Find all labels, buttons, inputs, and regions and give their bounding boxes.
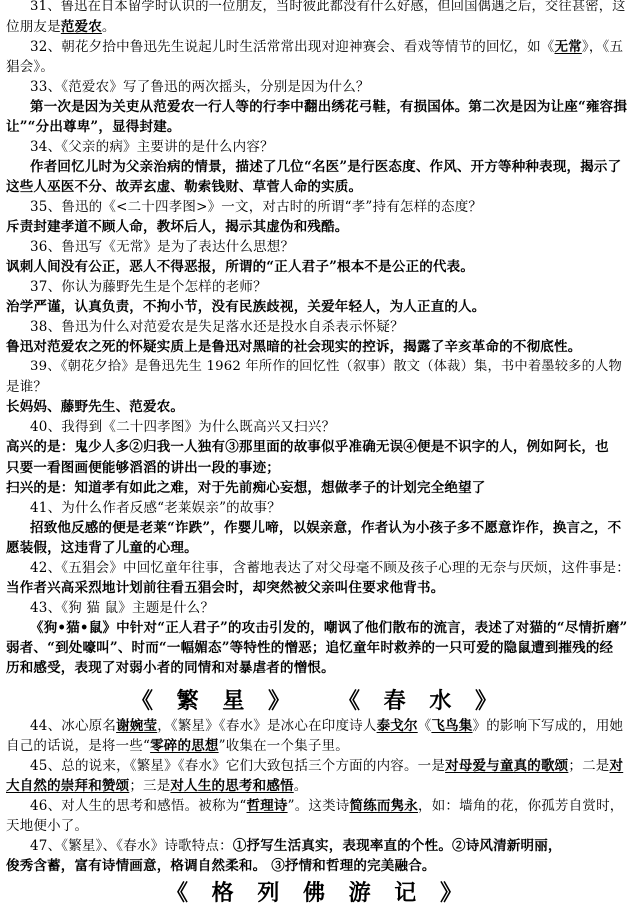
q40-answer-line-1: 高兴的是：鬼少人多②归我一人独有③那里面的故事似乎准确无误④便是不识字的人，例如阿长，也	[6, 439, 609, 456]
answer-life-reflection: 对人生的思考和感悟	[170, 777, 294, 794]
q37-answer: 治学严谨，认真负责，不拘小节，没有民族歧视，关爱年轻人，为人正直的人。	[6, 299, 486, 316]
q34-question: 34、《父亲的病》主要讲的是什么内容？	[30, 139, 274, 156]
q31-line-2: 位朋友是范爱农。	[6, 19, 116, 36]
q35-answer: 斥责封建孝道不顾人命，教坏后人，揭示其虚伪和残酷。	[6, 219, 349, 236]
q40-answer-line-2: 只要一看图画便能够滔滔的讲出一段的事迹；	[6, 459, 280, 476]
q39-question-line-2: 是谁？	[6, 379, 48, 396]
q36-answer: 讽刺人间没有公正，恶人不得恶报，所谓的“正人君子”根本不是公正的代表。	[6, 259, 475, 276]
q47-line-1: 47、《繁星》、《春水》诗歌特点：①抒写生活真实，表现率直的个性。②诗风清新明丽，	[30, 837, 562, 854]
answer-nature-worship: 大自然的崇拜和赞颂	[6, 777, 130, 794]
answer-concise: 简练而隽永	[349, 797, 418, 814]
answer-stray-birds: 飞鸟集	[431, 717, 473, 734]
answer-tagore: 泰戈尔	[376, 717, 418, 734]
q36-question: 36、鲁迅写《无常》是为了表达什么思想？	[30, 239, 295, 256]
q31-line-1: 31、鲁迅在日本留学时认识的一位朋友，当时彼此都没有什么好感，但回国偶遇之后，交往甚密，这	[30, 0, 626, 15]
q43-question: 43、《狗 猫 鼠》主题是什么？	[30, 599, 215, 616]
q44-line-2: 自己的话说，是将一些“零碎的思想”收集在一个集子里。	[6, 737, 350, 754]
q40-question: 40、我得到《二十四孝图》为什么既高兴又扫兴？	[30, 419, 336, 436]
q41-question: 41、为什么作者反感“老莱娱亲”的故事？	[30, 499, 281, 516]
answer-xie-wanying: 谢婉莹	[116, 717, 158, 734]
q39-question-line-1: 39、《朝花夕拾》是鲁迅先生 1962 年所作的回忆性（叙事）散文（体裁）集，书中着墨较多的人物	[30, 359, 622, 375]
q34-answer-line-1: 作者回忆儿时为父亲治病的情景，描述了几位“名医”是行医态度、作风、开方等种种表现，揭示了	[30, 159, 622, 176]
q37-question: 37、你认为藤野先生是个怎样的老师？	[30, 279, 267, 296]
answer-fragmented-thoughts: 零碎的思想	[150, 737, 219, 754]
q32-line-1: 32、朝花夕拾中鲁迅先生说起儿时生活常常出现对迎神赛会、看戏等情节的回忆，如《无常》，《五	[30, 39, 624, 56]
q43-answer-line-3: 历和感受，表现了对弱小者的同情和对暴虐者的憎恨。	[6, 659, 335, 676]
q45-line-2: 大自然的崇拜和赞颂；三是对人生的思考和感悟。	[6, 777, 308, 794]
answer-maternal-love: 对母爱与童真的歌颂	[445, 757, 569, 774]
q47-line-2: 俊秀含蓄，富有诗情画意，格调自然柔和。 ③抒情和哲理的完美融合。	[6, 857, 436, 874]
q41-answer-line-2: 愿装假，这违背了儿童的心理。	[6, 539, 198, 556]
q46-line-1: 46、对人生的思考和感悟。被称为“哲理诗”。这类诗简练而隽永，如：墙角的花，你孤芳自赏时，	[30, 797, 624, 814]
q40-answer-line-3: 扫兴的是：知道孝有如此之难，对于先前痴心妄想，想做孝子的计划完全绝望了	[6, 479, 486, 496]
answer-wuchang: 无常	[554, 39, 582, 56]
heading-fanxing: 《 繁 星 》	[131, 687, 298, 714]
q42-answer: 当作者兴高采烈地计划前往看五猖会时，却突然被父亲叫住要求他背书。	[6, 579, 445, 596]
section-heading-gulliver: 《 格 列 佛 游 记 》	[166, 879, 470, 906]
q33-answer-line-2: 让”“分出尊卑”，显得封建。	[6, 119, 181, 136]
q33-answer-line-1: 第一次是因为关吏从范爱农一行人等的行李中翻出绣花弓鞋，有损国体。第二次是因为让座“雍容揖	[30, 99, 628, 116]
heading-chunshui: 《 春 水 》	[338, 687, 505, 714]
q38-question: 38、鲁迅为什么对范爱农是失足落水还是投水自杀表示怀疑？	[30, 319, 404, 336]
answer-philosophical-poem: 哲理诗	[246, 797, 288, 814]
q45-line-1: 45、总的说来，《繁星》《春水》它们大致包括三个方面的内容。一是对母爱与童真的歌颂；二是对	[30, 757, 624, 774]
q44-line-1: 44、冰心原名谢婉莹，《繁星》《春水》是冰心在印度诗人泰戈尔《飞鸟集》的影响下写成的，用她	[30, 717, 624, 734]
q33-question: 33、《范爱农》写了鲁迅的两次摇头，分别是因为什么？	[30, 79, 370, 96]
q35-question: 35、鲁迅的《<二十四孝图>》一文，对古时的所谓“孝”持有怎样的态度？	[30, 199, 483, 216]
q39-answer: 长妈妈、藤野先生、范爱农。	[6, 399, 185, 416]
q42-question: 42、《五猖会》中回忆童年往事，含蓄地表达了对父母毫不顾及孩子心理的无奈与厌烦，这件事是：	[30, 559, 630, 576]
q43-answer-line-2: 弱者、“到处嚎叫”、时而“一幅媚态”等特性的憎恶；追忆童年时救养的一只可爱的隐鼠遭到摧残的经	[6, 639, 614, 656]
section-heading-fanxing-chunshui	[6, 686, 630, 716]
q43-answer-line-1: 《狗•猫•鼠》中针对“正人君子”的攻击引发的，嘲讽了他们散布的流言，表述了对猫的“尽情折磨”	[30, 619, 628, 636]
answer-fan-ainong: 范爱农	[60, 19, 102, 36]
q41-answer-line-1: 招致他反感的便是老莱“诈跌”，作婴儿啼，以娱亲意，作者认为小孩子多不愿意诈作，换言之，不	[30, 519, 622, 536]
q46-line-2: 天地便小了。	[6, 817, 89, 834]
answer-nature-start: 对	[609, 757, 624, 774]
q34-answer-line-2: 这些人巫医不分、故弄玄虚、勒索钱财、草菅人命的实质。	[6, 179, 363, 196]
q32-line-2: 猖会》。	[6, 59, 55, 76]
q38-answer: 鲁迅对范爱农之死的怀疑实质上是鲁迅对黑暗的社会现实的控诉，揭露了辛亥革命的不彻底性。	[6, 339, 582, 356]
